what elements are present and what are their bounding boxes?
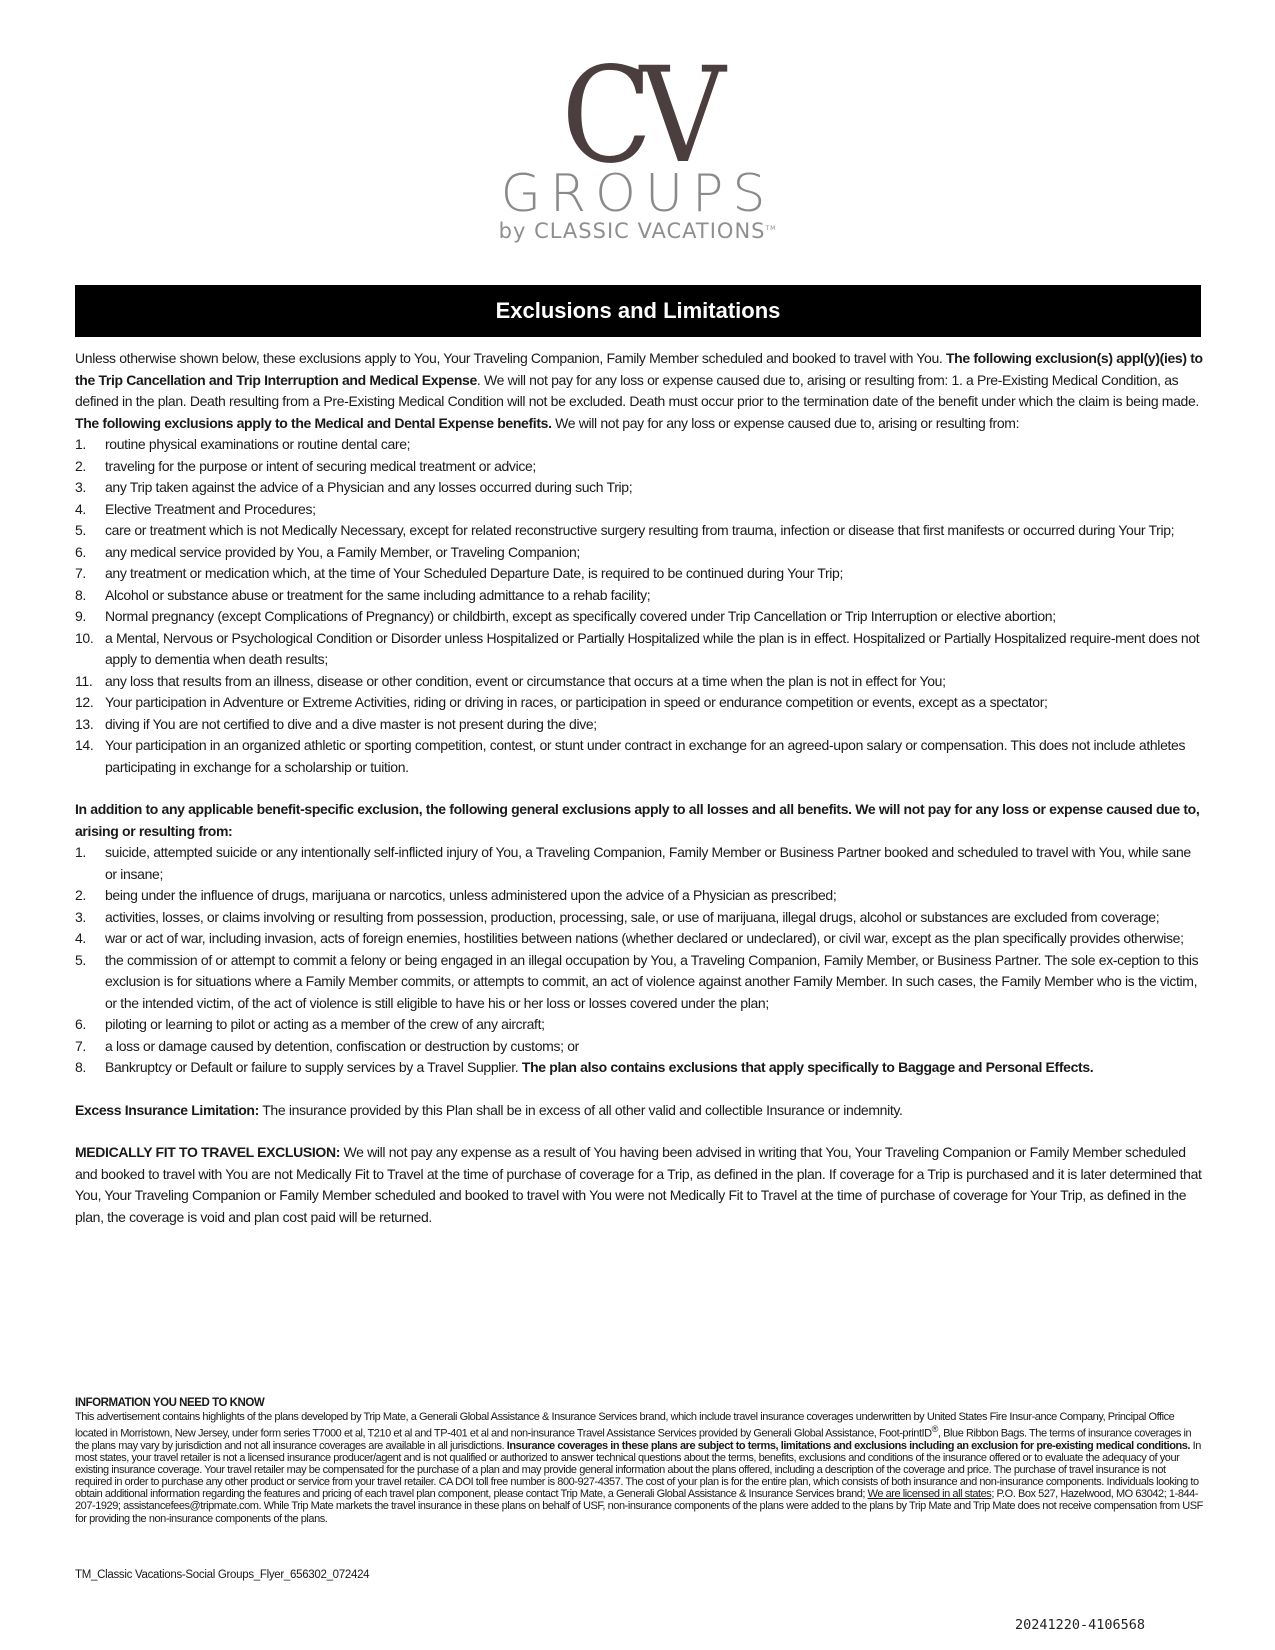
item-number: 7.	[75, 565, 86, 581]
list-item	[75, 434, 1203, 456]
item-number: 1.	[75, 844, 86, 860]
item-text: any medical service provided by You, a Family Member, or Traveling Companion;	[105, 543, 580, 560]
list-item	[75, 907, 1203, 929]
item-text-plain: Bankruptcy or Default or failure to supply services by a Travel Supplier.	[105, 1059, 522, 1075]
item-number: 9.	[75, 608, 86, 624]
item-text: a Mental, Nervous or Psychological Condition or Disorder unless Hospitalized or Partially Hospitalized while the plan is in effect. Hospitalized or Partially Hospitalized require-ment does not apply to dementia when death results;	[105, 629, 1200, 667]
item-number: 8.	[75, 586, 86, 603]
item-number: 10.	[75, 629, 94, 646]
item-text: Normal pregnancy (except Complications of Pregnancy) or childbirth, except as specifically covered under Trip Cancellation or Trip Interruption or elective abortion;	[105, 608, 1056, 624]
list-item	[75, 477, 1203, 499]
footer-bold: Insurance coverages in these plans are subject to terms, limitations and exclusions including an exclusion for pre-existing medical conditions.	[506, 1439, 1191, 1452]
item-text: any loss that results from an illness, disease or other condition, event or circumstance that occurs at a time when the plan is not in effect for You;	[105, 672, 946, 689]
item-text: activities, losses, or claims involving or resulting from possession, production, processing, sale, or use of marijuana, illegal drugs, alcohol or substances are excluded from coverage;	[105, 908, 1160, 925]
item-number: 5.	[75, 951, 86, 968]
footer-heading: INFORMATION YOU NEED TO KNOW	[75, 1397, 265, 1409]
item-number: 4.	[75, 500, 86, 517]
item-text: the commission of or attempt to commit a felony or being engaged in an illegal occupation by You, a Traveling Companion, Family Member, or Business Partner. The sole ex-ception to this exclusion is for situations where a Family Member commits, or attempts to commit, an act of violence against another Family Member. In such cases, the Family Member who is the victim, or the intended victim, of the act of violence is still eligible to have his or her loss or losses covered under the plan;	[105, 951, 1199, 1011]
footer-text-1: This advertisement contains highlights of the plans developed by Trip Mate, a Generali Global Assistance & Insurance Services brand, which include travel insurance coverages underwritten by United States Fire Insur-ance Company, Principal Office located in Morristown, New Jersey, under form series T7000 et al, T210 et al and TP-401 et al and non-insurance Travel Assistance Services provided by Generali Global Assistance, Foot-printID	[75, 1411, 1175, 1440]
item-text: a loss or damage caused by detention, confiscation or destruction by customs; or	[105, 1037, 579, 1054]
logo-groups-text: GROUPS	[500, 164, 775, 224]
medically-fit-paragraph	[75, 1142, 1203, 1228]
item-number: 13.	[75, 715, 94, 732]
list-item	[75, 1014, 1203, 1036]
item-text: Your participation in Adventure or Extreme Activities, riding or driving in races, or participation in speed or endurance competition or events, except as a spectator;	[105, 694, 1048, 710]
general-heading-text: In addition to any applicable benefit-specific exclusion, the following general exclusions apply to all losses and all benefits. We will not pay for any loss or expense caused due to, arising or resulting from:	[75, 801, 1200, 839]
medically-fit-label: MEDICALLY FIT TO TRAVEL EXCLUSION:	[75, 1144, 341, 1160]
list-item	[75, 542, 1203, 564]
excess-label: Excess Insurance Limitation:	[75, 1101, 259, 1118]
spacer	[75, 778, 1203, 799]
item-number: 4.	[75, 930, 86, 946]
list-item	[75, 628, 1203, 671]
list-item	[75, 671, 1203, 693]
list-item	[75, 692, 1203, 714]
list-item	[75, 563, 1203, 585]
excess-insurance-paragraph	[75, 1100, 1203, 1122]
spacer	[75, 1121, 1203, 1142]
list-item	[75, 950, 1203, 1015]
item-number: 14.	[75, 737, 94, 753]
exclusions-content	[75, 348, 1203, 1228]
item-text: diving if You are not certified to dive and a dive master is not present during the dive;	[105, 715, 597, 732]
intro-text-2: . We will not pay for any loss or expense caused due to, arising or resulting from: 1. a Pre-Existing Medical Condition, as defined in the plan. Death resulting from a Pre-Existing Medical Condition will not be excluded. Death must occur prior to the termination date of the benefit under which the claim is being made.	[75, 371, 1199, 409]
item-number: 7.	[75, 1037, 86, 1054]
flyer-code: TM_Classic Vacations-Social Groups_Flyer_656302_072424	[75, 1569, 370, 1581]
list-item	[75, 885, 1203, 907]
item-text: Elective Treatment and Procedures;	[105, 500, 316, 517]
item-text: Alcohol or substance abuse or treatment for the same including admittance to a rehab facility;	[105, 586, 651, 603]
intro-paragraph	[75, 348, 1203, 434]
general-exclusions-heading	[75, 799, 1203, 842]
item-text: any Trip taken against the advice of a Physician and any losses occurred during such Trip;	[105, 479, 633, 495]
item-number: 3.	[75, 908, 86, 925]
item-text: Your participation in an organized athletic or sporting competition, contest, or stunt under contract in exchange for an agreed-upon salary or compensation. This does not include athletes participating in exchange for a scholarship or tuition.	[105, 737, 1186, 775]
item-number: 1.	[75, 436, 86, 452]
list-item	[75, 735, 1203, 778]
list-item	[75, 928, 1203, 950]
item-text: being under the influence of drugs, marijuana or narcotics, unless administered upon the advice of a Physician as prescribed;	[105, 887, 837, 903]
list-item	[75, 520, 1203, 542]
general-exclusions-list	[75, 842, 1203, 1057]
intro-text-3: We will not pay for any loss or expense caused due to, arising or resulting from:	[551, 414, 1020, 431]
item-text: war or act of war, including invasion, acts of foreign enemies, hostilities between nations (whether declared or undeclared), or civil war, except as the plan specifically provides otherwise;	[105, 930, 1184, 946]
registered-mark: ®	[931, 1424, 938, 1435]
item-text: routine physical examinations or routine dental care;	[105, 436, 411, 452]
item-text: piloting or learning to pilot or acting as a member of the crew of any aircraft;	[105, 1016, 545, 1032]
info-footer	[75, 1397, 1203, 1525]
licensed-states-link[interactable]: We are licensed in all states	[867, 1488, 992, 1501]
intro-bold-2: The following exclusions apply to the Medical and Dental Expense benefits.	[75, 414, 552, 431]
item-number: 6.	[75, 1016, 86, 1032]
section-banner-title: Exclusions and Limitations	[75, 285, 1201, 337]
medical-exclusions-list	[75, 434, 1203, 778]
cv-groups-logo	[0, 39, 1275, 243]
item-number: 12.	[75, 694, 94, 710]
footer-disclaimer	[75, 1411, 1203, 1525]
list-item	[75, 842, 1203, 885]
item-number: 2.	[75, 887, 86, 903]
logo-by-line	[0, 218, 1275, 242]
list-item	[75, 585, 1203, 607]
footer-text-3: In most states, your travel retailer is not a licensed insurance producer/agent and is not qualified or authorized to answer technical questions about the terms, benefits, exclusions and conditions of the insurance offered or to evaluate the adequacy of your existing insurance coverage. Your travel retailer may be compensated for the purchase of a plan and may provide general information about the plans offered, including a description of the coverage and price. The purchase of travel insurance is not required in order to purchase any other product or service from your travel retailer. CA DOI toll free number is 800-927-4357. The cost of your plan is for the entire plan, which consists of both insurance and non-insurance components. Individuals looking to obtain additional information regarding the features and pricing of each travel plan component, please contact Trip Mate, a Generali Global Assistance & Insurance Services brand;	[75, 1439, 1201, 1501]
list-item	[75, 1057, 1203, 1079]
list-item	[75, 714, 1203, 736]
footer-text-4: ; P.O. Box 527, Hazelwood, MO 63042; 1-844-207-1929; assistancefees@tripmate.com. While Trip Mate markets the travel insurance in these plans on behalf of USF, non-insurance components of the plans were added to the plans by Trip Mate and Trip Mate does not receive compensation from USF for providing the non-insurance components of the plans.	[75, 1488, 1203, 1525]
item-text: any treatment or medication which, at the time of Your Scheduled Departure Date, is required to be continued during Your Trip;	[105, 565, 844, 581]
item-text: care or treatment which is not Medically Necessary, except for related reconstructive surgery resulting from trauma, infection or disease that first manifests or occurred during Your Trip;	[105, 522, 1175, 538]
excess-text: The insurance provided by this Plan shall be in excess of all other valid and collectible Insurance or indemnity.	[258, 1101, 903, 1118]
medically-fit-text: We will not pay any expense as a result of You having been advised in writing that You, Your Traveling Companion or Family Member scheduled and booked to travel with You are not Medically Fit to Travel at the time of purchase of coverage for a Trip, as defined in the plan. If coverage for a Trip is purchased and it is later determined that You, Your Traveling Companion or Family Member scheduled and booked to travel with You were not Medically Fit to Travel at the time of purchase of coverage for Your Trip, as defined in the plan, the coverage is void and plan cost paid will be returned.	[75, 1144, 1202, 1225]
item-text: suicide, attempted suicide or any intentionally self-inflicted injury of You, a Traveling Companion, Family Member or Business Partner booked and scheduled to travel with You, while sane or insane;	[105, 844, 1191, 882]
logo-monogram: CV	[561, 39, 714, 193]
footer-text-2: , Blue Ribbon Bags. The terms of insurance coverages in the plans may vary by jurisdiction and not all insurance coverages are available in all jurisdictions.	[75, 1427, 1192, 1452]
spacer	[75, 1079, 1203, 1100]
document-id: 20241220-4106568	[1015, 1617, 1146, 1633]
logo-by-text: by CLASSIC VACATIONS	[498, 219, 766, 243]
item-number: 3.	[75, 479, 86, 495]
general-exclusions-last	[75, 1057, 1203, 1079]
item-number: 6.	[75, 543, 86, 560]
list-item	[75, 1036, 1203, 1058]
list-item	[75, 499, 1203, 521]
list-item	[75, 456, 1203, 478]
logo-tm: TM	[765, 225, 777, 232]
list-item	[75, 606, 1203, 628]
intro-bold-1: The following exclusion(s) appl(y)(ies) to the Trip Cancellation and Trip Interruption and Medical Expense	[75, 350, 1203, 388]
item-text-bold: The plan also contains exclusions that apply specifically to Baggage and Personal Effects.	[521, 1059, 1094, 1075]
item-number: 8.	[75, 1059, 86, 1075]
intro-text-1: Unless otherwise shown below, these exclusions apply to You, Your Traveling Companion, Family Member scheduled and booked to travel with You.	[75, 350, 946, 366]
item-number: 11.	[75, 672, 93, 689]
item-text: traveling for the purpose or intent of securing medical treatment or advice;	[105, 457, 536, 474]
item-number: 2.	[75, 457, 86, 474]
item-text	[105, 1057, 1203, 1079]
item-number: 5.	[75, 522, 86, 538]
